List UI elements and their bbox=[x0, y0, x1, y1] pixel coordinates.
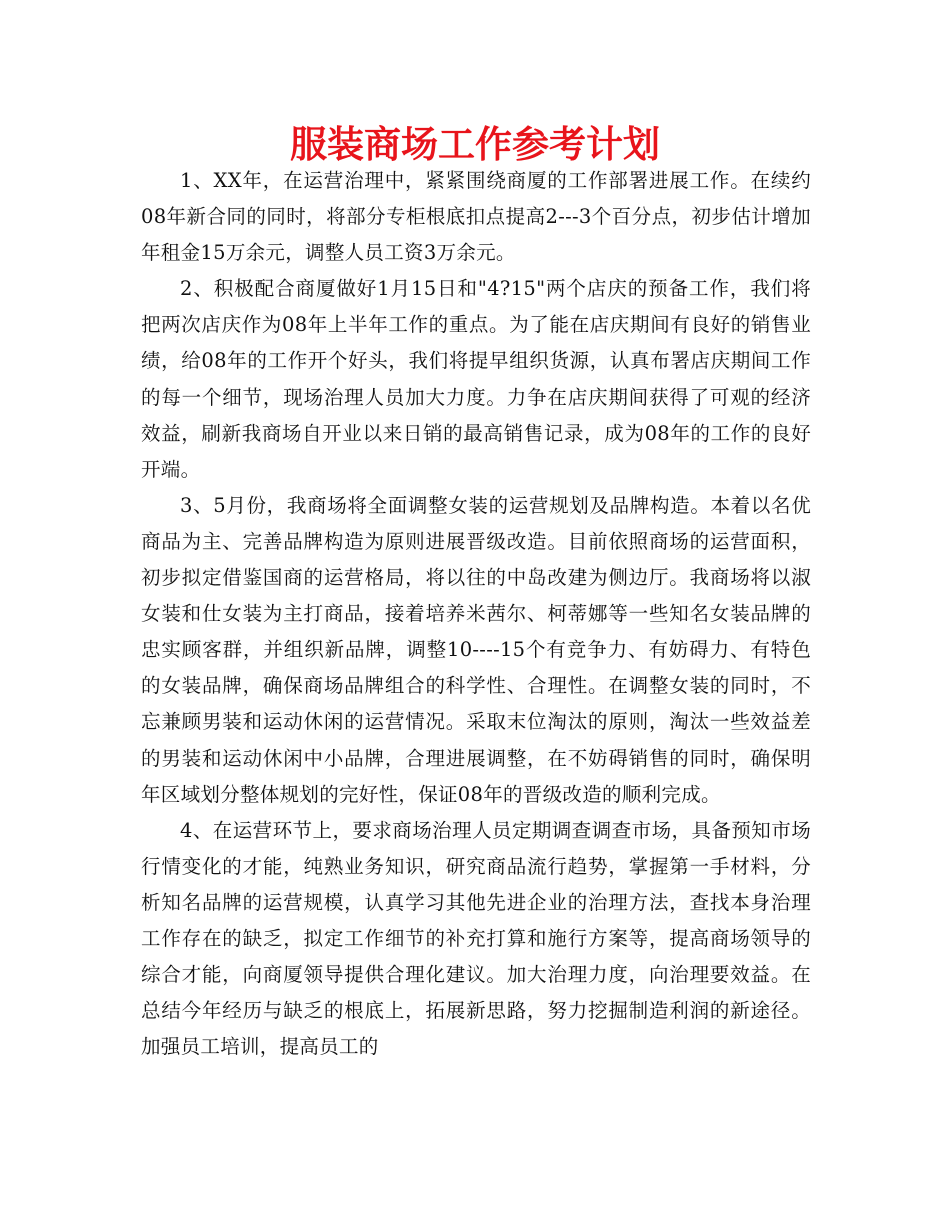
paragraph-1: 1、XX年，在运营治理中，紧紧围绕商厦的工作部署进展工作。在续约08年新合同的同时，将部分专柜根底扣点提高2---3个百分点，初步估计增加年租金15万余元，调整人员工资3万余元。 bbox=[141, 169, 811, 265]
document-body bbox=[141, 163, 811, 1065]
paragraph-2: 2、积极配合商厦做好1月15日和"4?15"两个店庆的预备工作，我们将把两次店庆作为08年上半年工作的重点。为了能在店庆期间有良好的销售业绩，给08年的工作开个好头，我们将提早组织货源，认真布署店庆期间工作的每一个细节，现场治理人员加大力度。力争在店庆期间获得了可观的经济效益，刷新我商场自开业以来日销的最高销售记录，成为08年的工作的良好开端。 bbox=[141, 277, 811, 481]
document-title: 服装商场工作参考计划 bbox=[290, 123, 660, 166]
paragraph-4: 4、在运营环节上，要求商场治理人员定期调查调查市场，具备预知市场行情变化的才能，纯熟业务知识，研究商品流行趋势，掌握第一手材料，分析知名品牌的运营规模，认真学习其他先进企业的治理方法，查找本身治理工作存在的缺乏，拟定工作细节的补充打算和施行方案等，提高商场领导的综合才能，向商厦领导提供合理化建议。加大治理力度，向治理要效益。在总结今年经历与缺乏的根底上，拓展新思路，努力挖掘制造利润的新途径。加强员工培训，提高员工的 bbox=[141, 818, 811, 1059]
paragraph-3: 3、5月份，我商场将全面调整女装的运营规划及品牌构造。本着以名优商品为主、完善品牌构造为原则进展晋级改造。目前依照商场的运营面积，初步拟定借鉴国商的运营格局，将以往的中岛改建为侧边厅。我商场将以淑女装和仕女装为主打商品，接着培养米茜尔、柯蒂娜等一些知名女装品牌的忠实顾客群，并组织新品牌，调整10----15个有竞争力、有妨碍力、有特色的女装品牌，确保商场品牌组合的科学性、合理性。在调整女装的同时，不忘兼顾男装和运动休闲的运营情况。采取末位淘汰的原则，淘汰一些效益差的男装和运动休闲中小品牌，合理进展调整，在不妨碍销售的同时，确保明年区域划分整体规划的完好性，保证08年的晋级改造的顺利完成。 bbox=[141, 493, 811, 806]
